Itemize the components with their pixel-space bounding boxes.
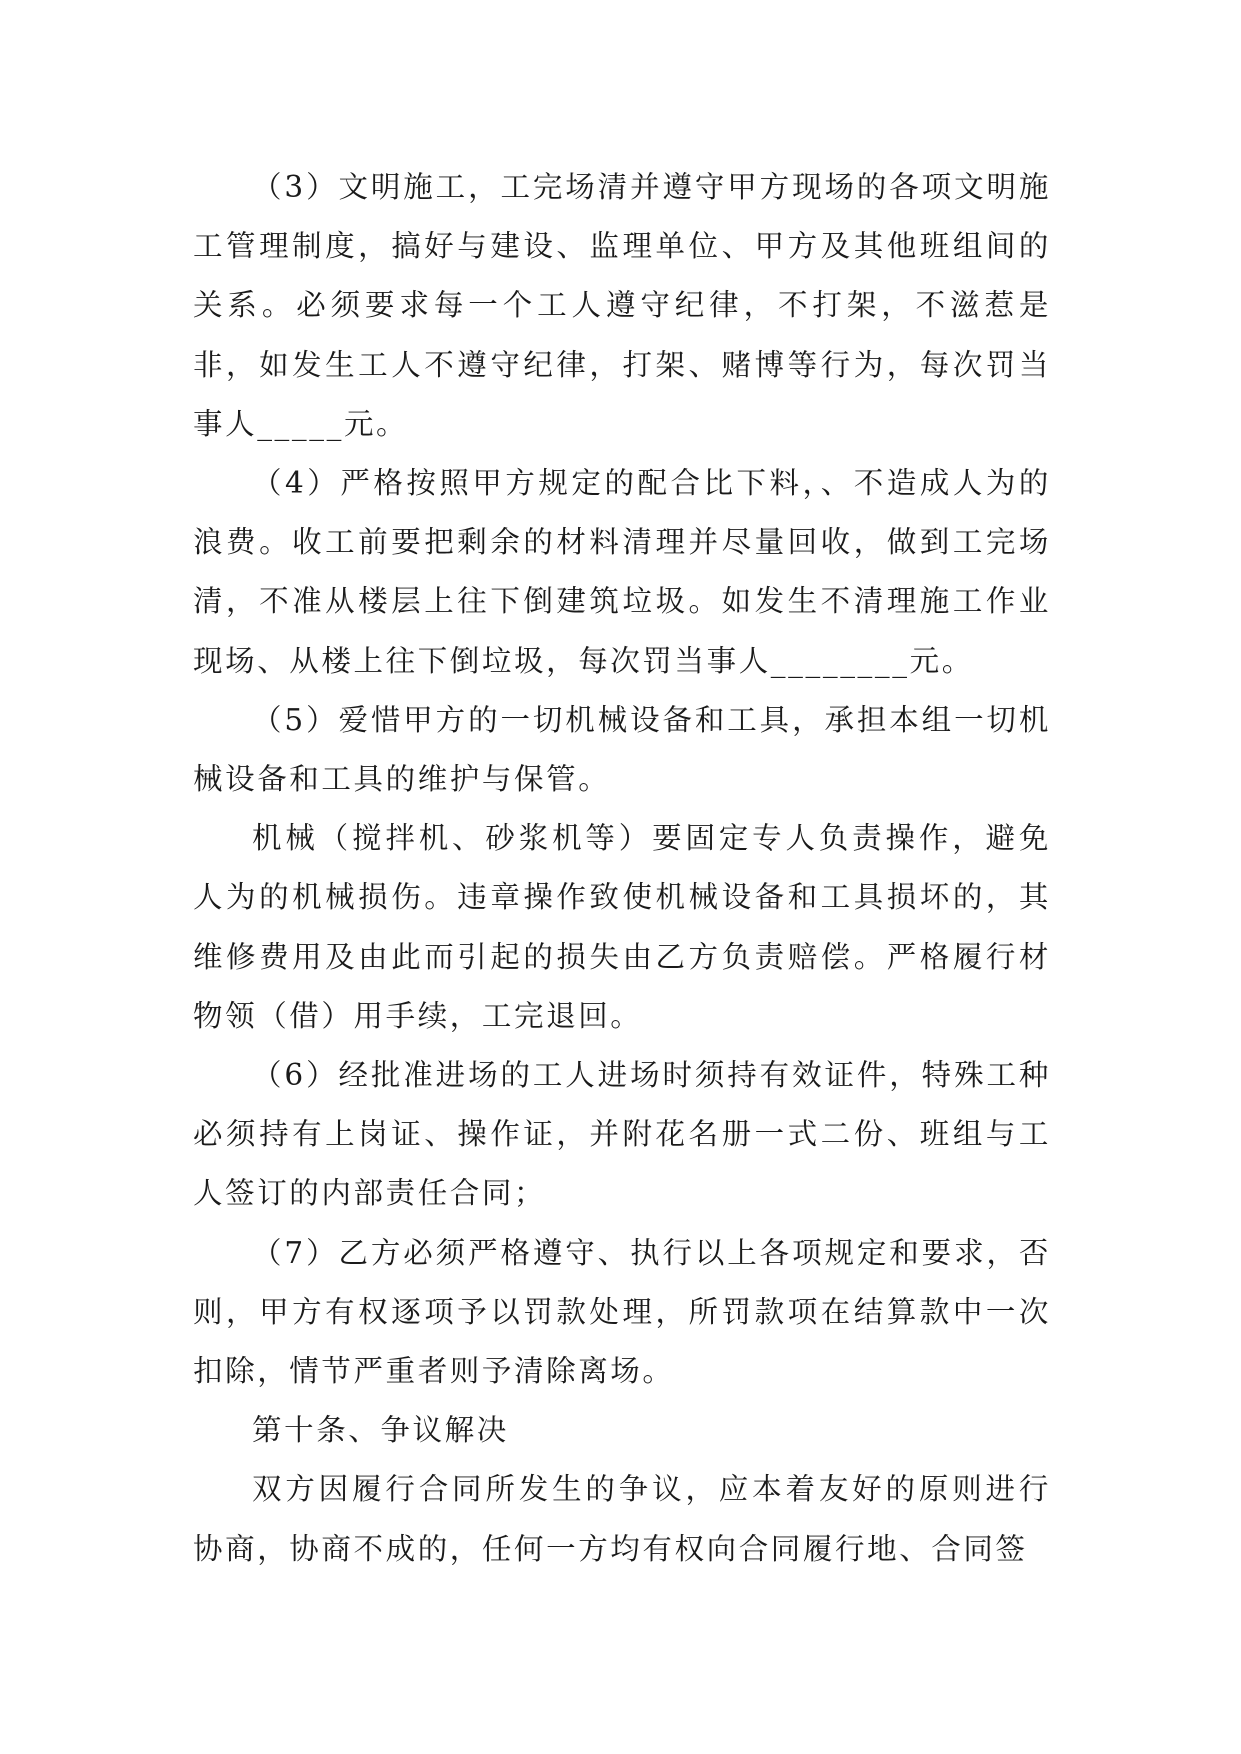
document-body (193, 158, 1051, 1579)
section-heading-dispute: 第十条、争议解决 (252, 1413, 509, 1448)
paragraph-clause-4: （4）严格按照甲方规定的配合比下料，、不造成人为的浪费。收工前要把剩余的材料清理并尽量回收，做到工完场清，不准从楼层上往下倒建筑垃圾。如发生不清理施工作业现场、从楼上往下倒垃圾，每次罚当事人________元。 (193, 466, 1051, 678)
paragraph-clause-7: （7）乙方必须严格遵守、执行以上各项规定和要求，否则，甲方有权逐项予以罚款处理，所罚款项在结算款中一次扣除，情节严重者则予清除离场。 (193, 1235, 1051, 1389)
paragraph-clause-3: （3）文明施工，工完场清并遵守甲方现场的各项文明施工管理制度，搞好与建设、监理单位、甲方及其他班组间的关系。必须要求每一个工人遵守纪律，不打架，不滋惹是非，如发生工人不遵守纪律，打架、赌博等行为，每次罚当事人_____元。 (193, 170, 1051, 441)
paragraph-machinery: 机械（搅拌机、砂浆机等）要固定专人负责操作，避免人为的机械损伤。违章操作致使机械设备和工具损坏的，其维修费用及由此而引起的损失由乙方负责赔偿。严格履行材物领（借）用手续，工完退回。 (193, 821, 1051, 1033)
paragraph-dispute-resolution: 双方因履行合同所发生的争议，应本着友好的原则进行协商，协商不成的，任何一方均有权向合同履行地、合同签 (193, 1472, 1051, 1566)
paragraph-clause-6: （6）经批准进场的工人进场时须持有效证件，特殊工种必须持有上岗证、操作证，并附花名册一式二份、班组与工人签订的内部责任合同； (193, 1058, 1051, 1211)
paragraph-clause-5: （5）爱惜甲方的一切机械设备和工具，承担本组一切机械设备和工具的维护与保管。 (193, 702, 1051, 797)
